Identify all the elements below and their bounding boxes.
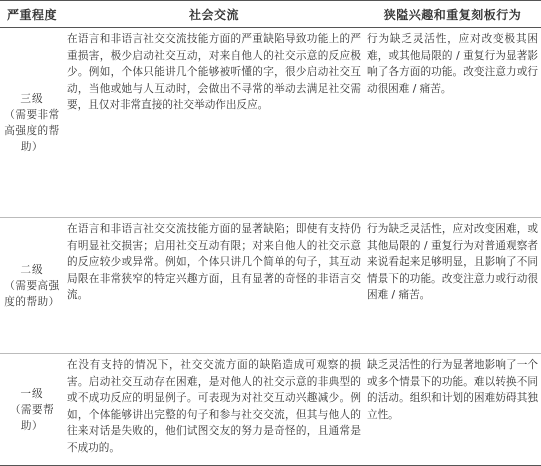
- behavior-cell: 行为缺乏灵活性，应对改变极其困难，或其他局限的 / 重复行为显著影响了各方面的功能。改变注意力或行动很困难 / 痛苦。: [364, 28, 541, 218]
- table-body: [0, 28, 541, 466]
- social-cell: 在语言和非语言社交交流技能方面的严重缺陷导致功能上的严重损害，极少启动社交互动，对来自他人的社交示意的反应极少。例如，个体只能讲几个能够被听懂的字，很少启动社交互动，当他或她与人互动时，会做出不寻常的举动去满足社交需要，且仅对非常直接的社交举动作出反应。: [64, 28, 364, 218]
- table-header: [0, 1, 541, 28]
- table-row: [0, 28, 541, 218]
- social-cell: 在语言和非语言社交交流技能方面的显著缺陷；即使有支持仍有明显社交损害；启用社交互动有限；对来自他人的社交示意的反应较少或异常。例如，个体只讲几个简单的句子，其互动局限在非常狭窄的特定兴趣方面，且有显著的奇怪的非语言交流。: [64, 218, 364, 354]
- header-social-communication: 社会交流: [64, 1, 364, 28]
- table-row: [0, 218, 541, 354]
- level-name: 二级: [20, 263, 44, 276]
- level-cell: [0, 28, 64, 218]
- level-note: （需要帮助）: [9, 403, 55, 432]
- level-name: 一级: [20, 387, 44, 400]
- social-cell: 在没有支持的情况下，社交交流方面的缺陷造成可观察的损害。启动社交互动存在困难，是对他人的社交示意的非典型的或不成功反应的明显例子。可表现为对社交互动兴趣减少。例如，个体能够讲出完整的句子和参与社交交流，但其与他人的往来对话是失败的，他们试图交友的努力是奇怪的，且通常是不成功的。: [64, 354, 364, 466]
- level-name: 三级: [20, 92, 44, 105]
- header-row: [0, 1, 541, 28]
- header-severity: 严重程度: [0, 1, 64, 28]
- level-cell: [0, 354, 64, 466]
- level-cell: [0, 218, 64, 354]
- table-row: [0, 354, 541, 466]
- header-restricted-behavior: 狭隘兴趣和重复刻板行为: [364, 1, 541, 28]
- behavior-cell: 行为缺乏灵活性，应对改变困难，或其他局限的 / 重复行为对普通观察者来说看起来足够明显，且影响了不同情景下的功能。改变注意力或行动很困难 / 痛苦。: [364, 218, 541, 354]
- level-note: （需要非常高强度的帮助）: [4, 108, 60, 153]
- level-note: （需要高强度的帮助）: [4, 279, 60, 308]
- behavior-cell: 缺乏灵活性的行为显著地影响了一个或多个情景下的功能。难以转换不同的活动。组织和计划的困难妨碍其独立性。: [364, 354, 541, 466]
